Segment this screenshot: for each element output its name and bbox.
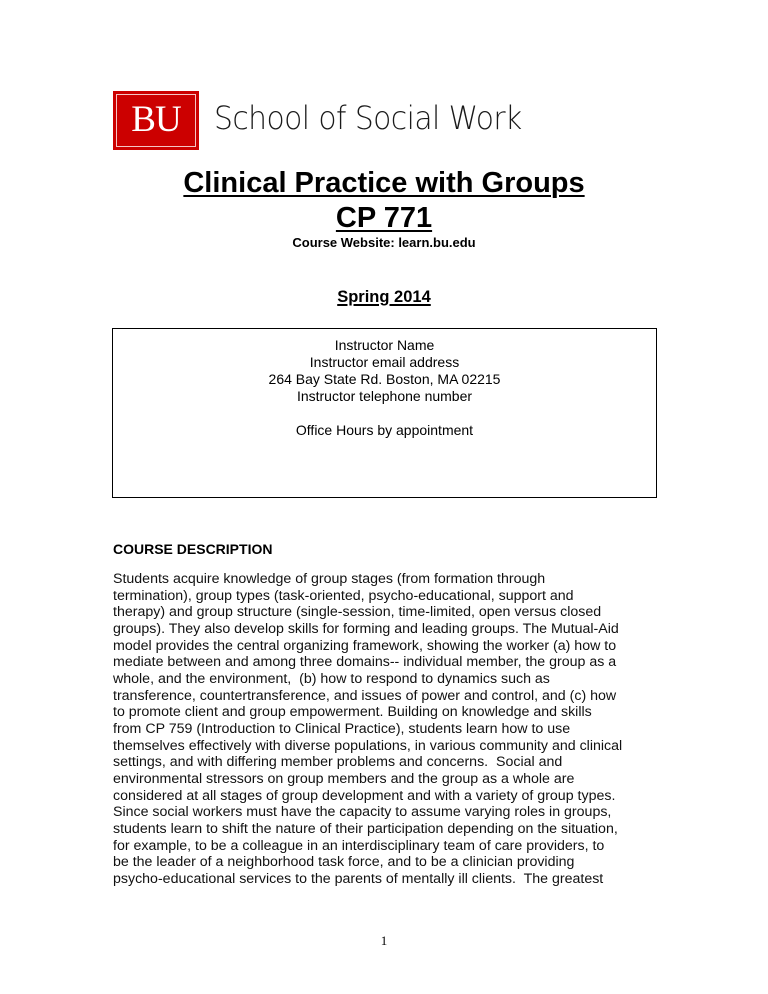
- instructor-phone: Instructor telephone number: [296, 388, 473, 404]
- paragraph-line: considered at all stages of group development and with a variety of group types.: [113, 787, 616, 804]
- paragraph-line: for example, to be a colleague in an interdisciplinary team of care providers, to: [113, 837, 605, 854]
- paragraph-line: settings, and with differing member problems and concerns. Social and: [113, 754, 563, 771]
- paragraph-line: therapy) and group structure (single-session, time-limited, open versus closed: [113, 604, 602, 621]
- instructor-info-box: [112, 328, 657, 498]
- course-title: Clinical Practice with Groups: [183, 167, 585, 199]
- paragraph-line: environmental stressors on group members and the group as a whole are: [113, 770, 575, 787]
- spacer: [113, 405, 656, 422]
- paragraph-line: from CP 759 (Introduction to Clinical Practice), students learn how to use: [113, 720, 571, 737]
- page-number: 1: [380, 933, 388, 948]
- paragraph-line: model provides the central organizing framework, showing the worker (a) how to: [113, 637, 617, 654]
- section-heading-course-description: COURSE DESCRIPTION: [113, 541, 273, 557]
- bu-logo-text: BU: [131, 99, 181, 140]
- paragraph-line: transference, countertransference, and issues of power and control, and (c) how: [113, 687, 617, 704]
- course-term: Spring 2014: [337, 288, 431, 306]
- paragraph-line: groups). They also develop skills for forming and leading groups. The Mutual-Aid: [113, 620, 619, 637]
- office-hours: Office Hours by appointment: [295, 422, 474, 438]
- paragraph-line: themselves effectively with diverse populations, in various community and clinical: [113, 737, 623, 754]
- course-website: Course Website: learn.bu.edu: [292, 235, 476, 250]
- paragraph-line: whole, and the environment, (b) how to respond to dynamics such as: [113, 670, 550, 687]
- paragraph-line: Since social workers must have the capacity to assume varying roles in groups,: [113, 804, 612, 821]
- paragraph-line: to promote client and group empowerment. Building on knowledge and skills: [113, 704, 592, 721]
- school-name: School of Social Work: [214, 99, 522, 137]
- instructor-email: Instructor email address: [309, 354, 460, 370]
- paragraph-line: Students acquire knowledge of group stages (from formation through: [113, 571, 546, 587]
- instructor-name: Instructor Name: [334, 337, 435, 353]
- paragraph-line: mediate between and among three domains-- individual member, the group as a: [113, 654, 617, 671]
- paragraph-line: psycho-educational services to the parents of mentally ill clients. The greatest: [113, 870, 604, 887]
- paragraph-line: termination), group types (task-oriented, psycho-educational, support and: [113, 587, 574, 604]
- bu-logo-mark: [113, 91, 199, 150]
- course-code: CP 771: [335, 202, 433, 234]
- instructor-address: 264 Bay State Rd. Boston, MA 02215: [268, 371, 501, 387]
- school-logo: [113, 91, 522, 150]
- paragraph-line: be the leader of a neighborhood task force, and to be a clinician providing: [113, 854, 575, 871]
- course-description-paragraph: [113, 571, 673, 887]
- paragraph-line: students learn to shift the nature of their participation depending on the situation,: [113, 820, 618, 837]
